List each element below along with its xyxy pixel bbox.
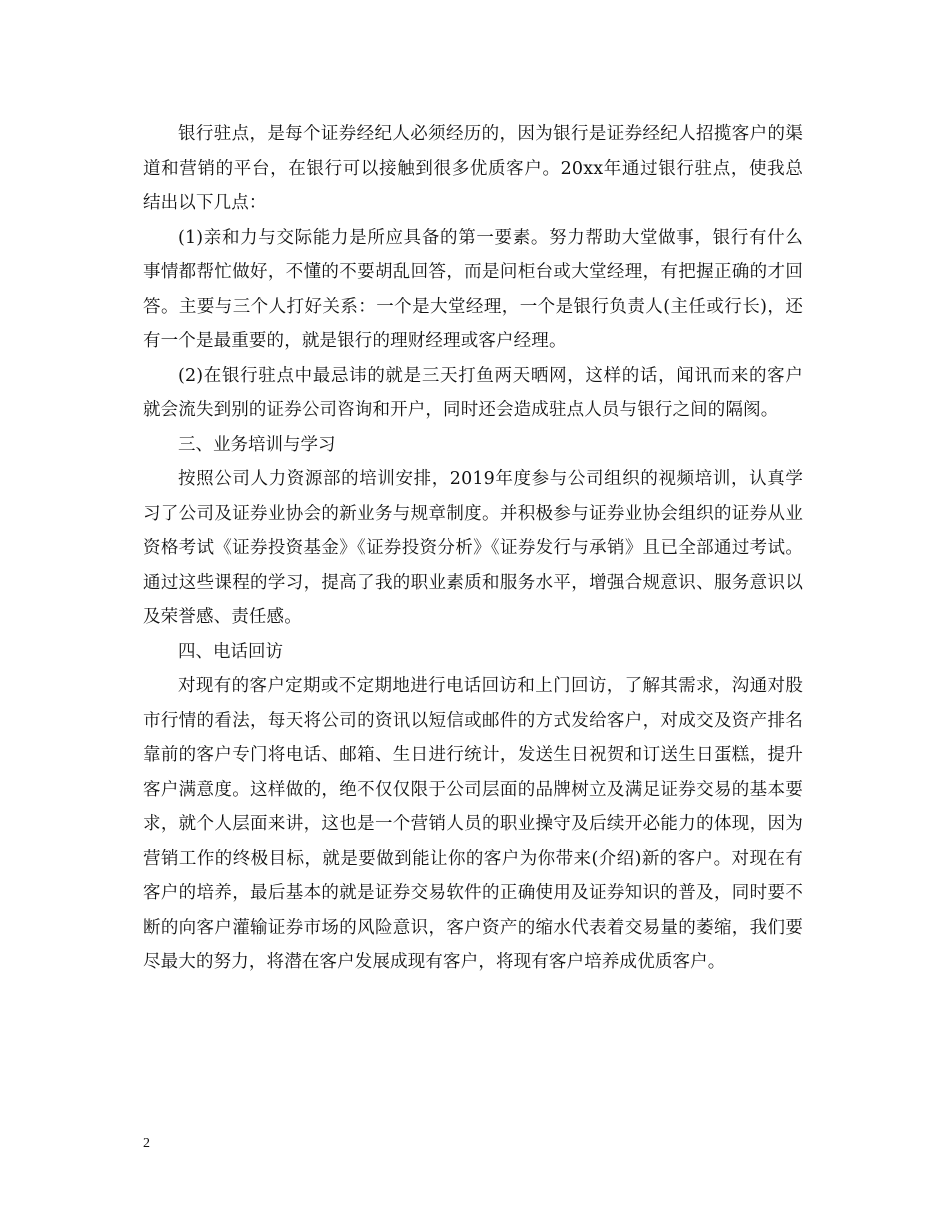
page-number: 2 [143, 1136, 150, 1151]
paragraph-phone-followup: 对现有的客户定期或不定期地进行电话回访和上门回访，了解其需求，沟通对股市行情的看法，每天将公司的资讯以短信或邮件的方式发给客户，对成交及资产排名靠前的客户专门将电话、邮箱、生日进行统计，发送生日祝贺和订送生日蛋糕，提升客户满意度。这样做的，绝不仅仅限于公司层面的品牌树立及满足证券交易的基本要求，就个人层面来讲，这也是一个营销人员的职业操守及后续开必能力的体现，因为营销工作的终极目标，就是要做到能让你的客户为你带来(介绍)新的客户。对现在有客户的培养，最后基本的就是证券交易软件的正确使用及证券知识的普及，同时要不断的向客户灌输证券市场的风险意识，客户资产的缩水代表着交易量的萎缩，我们要尽最大的努力，将潜在客户发展成现有客户，将现有客户培养成优质客户。 [143, 676, 803, 972]
paragraph-bank-stationing: 银行驻点，是每个证券经纪人必须经历的，因为银行是证券经纪人招揽客户的渠道和营销的平台，在银行可以接触到很多优质客户。20xx年通过银行驻点，使我总结出以下几点： [143, 124, 803, 213]
section-heading-phone-followup: 四、电话回访 [178, 641, 283, 662]
document-body [143, 117, 803, 980]
section-heading-training: 三、业务培训与学习 [178, 434, 336, 455]
paragraph-point-2: (2)在银行驻点中最忌讳的就是三天打鱼两天晒网，这样的话，闻讯而来的客户就会流失到别的证券公司咨询和开户，同时还会造成驻点人员与银行之间的隔阂。 [143, 365, 803, 420]
paragraph-point-1: (1)亲和力与交际能力是所应具备的第一要素。努力帮助大堂做事，银行有什么事情都帮忙做好，不懂的不要胡乱回答，而是问柜台或大堂经理，有把握正确的才回答。主要与三个人打好关系：一个是大堂经理，一个是银行负责人(主任或行长)，还有一个是最重要的，就是银行的理财经理或客户经理。 [143, 227, 803, 351]
paragraph-training: 按照公司人力资源部的培训安排，2019年度参与公司组织的视频培训，认真学习了公司及证券业协会的新业务与规章制度。并积极参与证券业协会组织的证券从业资格考试《证券投资基金》《证券投资分析》《证券发行与承销》且已全部通过考试。通过这些课程的学习，提高了我的职业素质和服务水平，增强合规意识、服务意识以及荣誉感、责任感。 [143, 469, 803, 627]
